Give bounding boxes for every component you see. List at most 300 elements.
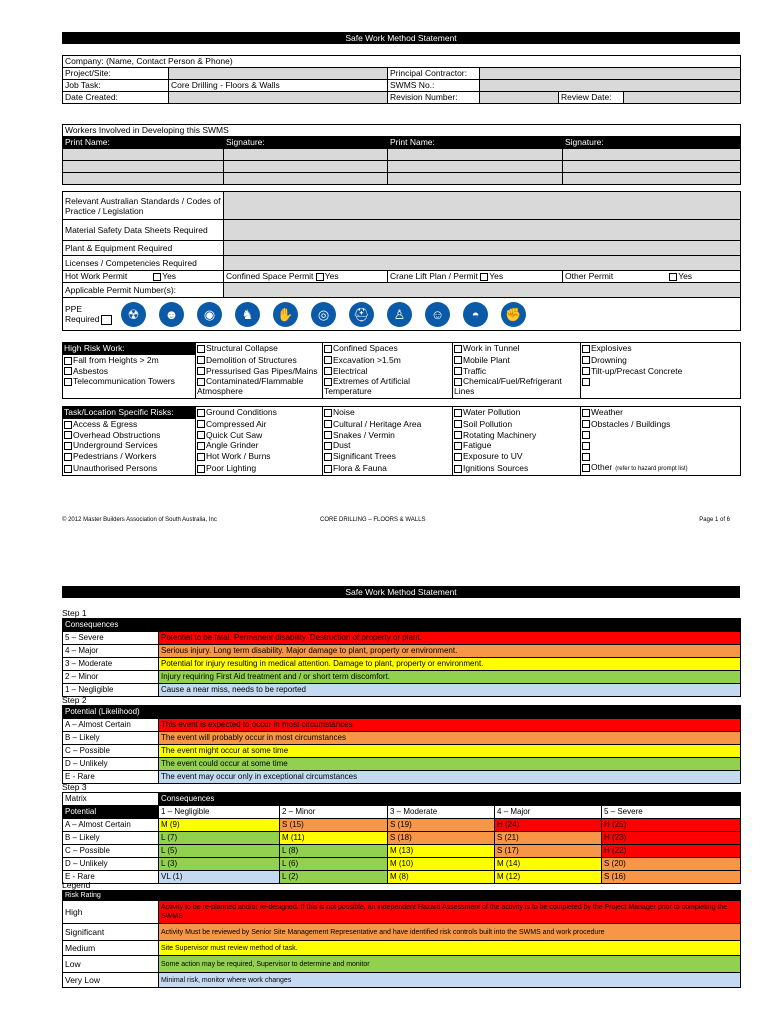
safety-boots-icon: ♞	[235, 302, 260, 327]
step1-section	[62, 608, 740, 697]
task-risk-label: Ignitions Sources	[463, 462, 529, 473]
task-risk-row	[63, 407, 741, 419]
permit-numbers-field[interactable]	[224, 283, 741, 298]
task-risk-label: Underground Services	[73, 440, 158, 451]
ppe-row	[63, 298, 741, 331]
high-risk-checkbox[interactable]	[197, 378, 205, 386]
legend-rating: Low	[63, 956, 159, 973]
matrix-columns-row	[63, 806, 741, 819]
high-risk-cell	[581, 366, 741, 377]
safety-glasses-icon: ◎	[311, 302, 336, 327]
matrix-row-label: A – Almost Certain	[63, 819, 159, 832]
worker-field[interactable]	[63, 149, 224, 161]
task-risk-cell	[453, 430, 581, 441]
high-risk-checkbox[interactable]	[197, 345, 205, 353]
legend-rating: Significant	[63, 924, 159, 941]
task-risk-cell	[63, 430, 196, 441]
likelihood-row	[63, 758, 741, 771]
matrix-row	[63, 832, 741, 845]
matrix-cell: M (12)	[495, 871, 602, 884]
task-risk-checkbox[interactable]	[64, 465, 72, 473]
likelihood-level: B – Likely	[63, 732, 159, 745]
task-risk-label: Exposure to UV	[463, 451, 523, 462]
matrix-row-label: B – Likely	[63, 832, 159, 845]
task-risk-cell	[581, 440, 741, 451]
legend-section	[62, 880, 740, 988]
crane-label: Crane Lift Plan / Permit	[390, 271, 478, 281]
task-risk-checkbox[interactable]	[454, 409, 462, 417]
yes-label: Yes	[162, 271, 177, 281]
licenses-label: Licenses / Competencies Required	[63, 256, 224, 271]
matrix-column-header: 3 – Moderate	[388, 806, 495, 819]
task-risk-checkbox[interactable]	[582, 453, 590, 461]
high-risk-cell	[581, 343, 741, 355]
task-risk-cell	[63, 418, 196, 429]
consequence-row	[63, 658, 741, 671]
legend-description: Minimal risk, monitor where work changes	[159, 973, 741, 988]
matrix-potential-header: Potential	[63, 806, 159, 819]
step3-section	[62, 782, 740, 884]
matrix-column-header: 1 – Negligible	[159, 806, 280, 819]
revision-field[interactable]	[480, 92, 559, 104]
matrix-consequences-header: Consequences	[159, 793, 741, 806]
review-label: Review Date:	[559, 92, 624, 104]
task-risk-cell	[453, 407, 581, 419]
high-risk-cell	[453, 366, 581, 377]
task-risk-cell	[323, 462, 453, 475]
footer-copyright: © 2012 Master Builders Association of South Australia, Inc	[62, 517, 217, 523]
high-risk-checkbox[interactable]	[454, 356, 462, 364]
worker-field[interactable]	[388, 161, 563, 173]
task-risk-checkbox[interactable]	[582, 420, 590, 428]
task-risk-cell	[453, 462, 581, 475]
task-risk-label: Overhead Obstructions	[73, 429, 161, 440]
legend-description: Site Supervisor must review method of task.	[159, 941, 741, 956]
high-risk-label: Excavation >1.5m	[333, 354, 401, 365]
requirements-table	[62, 191, 740, 331]
high-risk-row	[63, 376, 741, 399]
task-risk-checkbox[interactable]	[64, 453, 72, 461]
workers-title: Workers Involved in Developing this SWMS	[63, 125, 741, 137]
high-risk-checkbox[interactable]	[197, 356, 205, 364]
task-risk-checkbox[interactable]	[454, 465, 462, 473]
task-risk-cell	[196, 440, 323, 451]
hard-hat-icon: ⛑	[349, 302, 374, 327]
high-risk-checkbox[interactable]	[64, 367, 72, 375]
likelihood-level: C – Possible	[63, 745, 159, 758]
matrix-cell: S (18)	[388, 832, 495, 845]
high-risk-label: Mobile Plant	[463, 354, 510, 365]
task-risk-checkbox[interactable]	[454, 453, 462, 461]
high-risk-label: Asbestos	[73, 365, 108, 376]
worker-field[interactable]	[388, 173, 563, 185]
msds-label: Material Safety Data Sheets Required	[63, 220, 224, 241]
step1-label: Step 1	[62, 608, 87, 618]
high-risk-row	[63, 354, 741, 365]
task-risk-cell	[63, 407, 196, 419]
high-risk-cell	[323, 376, 453, 399]
matrix-cell: L (7)	[159, 832, 280, 845]
task-risk-checkbox[interactable]	[454, 420, 462, 428]
ppe-label-text: PPE Required	[65, 304, 100, 324]
workers-table	[62, 124, 740, 185]
matrix-row	[63, 819, 741, 832]
matrix-cell: VL (1)	[159, 871, 280, 884]
matrix-row-label: D – Unlikely	[63, 858, 159, 871]
matrix-row-label: E - Rare	[63, 871, 159, 884]
project-label: Project/Site:	[63, 68, 169, 80]
task-risk-label: Pedestrians / Workers	[73, 451, 157, 462]
task-risk-label: Noise	[333, 407, 355, 418]
task-risk-label: Other	[591, 461, 613, 472]
task-risk-checkbox[interactable]	[582, 409, 590, 417]
high-risk-label: Work in Tunnel	[463, 343, 520, 354]
matrix-cell: M (13)	[388, 845, 495, 858]
task-risk-cell	[581, 462, 741, 475]
high-risk-checkbox[interactable]	[64, 357, 72, 365]
matrix-cell: S (16)	[602, 871, 741, 884]
legend-header-row	[63, 891, 741, 901]
yes-label: Yes	[489, 271, 504, 281]
task-risk-label: Access & Egress	[73, 418, 138, 429]
task-risk-checkbox[interactable]	[64, 421, 72, 429]
task-risks-grid	[62, 406, 740, 476]
high-risk-cell	[581, 354, 741, 365]
matrix-row	[63, 845, 741, 858]
matrix-cell: L (3)	[159, 858, 280, 871]
legend-rating: Very Low	[63, 973, 159, 988]
matrix-cell: S (21)	[495, 832, 602, 845]
hot-work-permit	[63, 271, 224, 283]
consequence-description: Injury requiring First Aid treatment and / or short term discomfort.	[159, 671, 741, 684]
task-risk-checkbox[interactable]	[582, 442, 590, 450]
task-risk-row	[63, 418, 741, 429]
hot-work-label: Hot Work Permit	[65, 271, 128, 281]
matrix-cell: S (15)	[280, 819, 388, 832]
other-permit-label: Other Permit	[565, 271, 614, 281]
task-risk-cell	[196, 430, 323, 441]
likelihood-level: E - Rare	[63, 771, 159, 784]
high-risk-cell	[196, 376, 323, 399]
task-risk-checkbox[interactable]	[197, 409, 205, 417]
step2-label: Step 2	[62, 695, 87, 705]
matrix-column-header: 4 – Major	[495, 806, 602, 819]
high-risk-cell	[63, 376, 196, 399]
task-risk-label: Rotating Machinery	[463, 429, 537, 440]
ppe-label	[65, 304, 101, 324]
task-risk-cell	[196, 407, 323, 419]
high-risk-cell	[63, 366, 196, 377]
permit-numbers-label: Applicable Permit Number(s):	[63, 283, 224, 298]
plant-label: Plant & Equipment Required	[63, 241, 224, 256]
task-risk-checkbox[interactable]	[324, 465, 332, 473]
task-risk-label: Quick Cut Saw	[206, 429, 263, 440]
task-risk-cell	[581, 430, 741, 441]
high-risk-checkbox[interactable]	[324, 367, 332, 375]
worker-field[interactable]	[63, 173, 224, 185]
worker-field[interactable]	[563, 161, 741, 173]
high-risk-checkbox[interactable]	[324, 356, 332, 364]
task-risk-cell	[581, 407, 741, 419]
company-label: Company: (Name, Contact Person & Phone)	[63, 56, 741, 68]
ppe-checkbox[interactable]	[101, 315, 112, 325]
jobtask-label: Job Task:	[63, 80, 169, 92]
licenses-field[interactable]	[224, 256, 741, 271]
task-risk-cell	[323, 407, 453, 419]
print-name-header: Print Name:	[388, 137, 563, 149]
task-risk-cell	[581, 418, 741, 429]
high-risk-checkbox[interactable]	[454, 378, 462, 386]
task-risk-label: Fatigue	[463, 440, 492, 451]
high-risk-label: Confined Spaces	[333, 343, 398, 354]
high-risk-cell	[323, 354, 453, 365]
high-risk-row	[63, 343, 741, 355]
date-field[interactable]	[169, 92, 388, 104]
task-risk-checkbox[interactable]	[324, 442, 332, 450]
date-label: Date Created:	[63, 92, 169, 104]
task-risk-checkbox[interactable]	[324, 431, 332, 439]
task-risk-cell	[323, 418, 453, 429]
confined-label: Confined Space Permit	[226, 271, 314, 281]
high-risk-label: Pressurised Gas Pipes/Mains	[206, 365, 318, 376]
project-field[interactable]	[169, 68, 388, 80]
legend-row	[63, 941, 741, 956]
harness-icon: ♙	[387, 302, 412, 327]
gloves-icon: ✋	[273, 302, 298, 327]
high-risk-label: Tilt-up/Precast Concrete	[591, 365, 683, 376]
task-risk-checkbox[interactable]	[197, 442, 205, 450]
confined-permit	[224, 271, 388, 283]
high-risk-label: Drowning	[591, 354, 627, 365]
msds-field[interactable]	[224, 220, 741, 241]
task-risk-cell	[196, 462, 323, 475]
matrix-label: Matrix	[63, 793, 159, 806]
legend-description: Activity Must be reviewed by Senior Site Management Representative and have identified risk controls built into the SWMS and work procedure	[159, 924, 741, 941]
likelihood-row	[63, 732, 741, 745]
task-risk-cell	[581, 451, 741, 462]
legend-row	[63, 901, 741, 924]
likelihood-row	[63, 745, 741, 758]
legend-rating: Medium	[63, 941, 159, 956]
consequence-level: 2 – Minor	[63, 671, 159, 684]
step3-label: Step 3	[62, 782, 87, 792]
high-risk-label: Telecommunication Towers	[73, 376, 175, 387]
task-risk-label: Ground Conditions	[206, 407, 277, 418]
task-risk-cell	[323, 451, 453, 462]
worker-field[interactable]	[224, 149, 388, 161]
worker-field[interactable]	[563, 149, 741, 161]
task-risk-checkbox[interactable]	[197, 465, 205, 473]
sun-hat-icon: ◓	[463, 302, 488, 327]
yes-label: Yes	[324, 271, 339, 281]
footer-title: CORE DRILLING – FLOORS & WALLS	[320, 517, 426, 523]
high-risk-label: Contaminated/Flammable Atmosphere	[197, 376, 304, 397]
high-risk-cell	[453, 376, 581, 399]
task-risk-cell	[453, 451, 581, 462]
matrix-cell: L (2)	[280, 871, 388, 884]
matrix-header-row	[63, 793, 741, 806]
consequence-description: Potential for injury resulting in medical attention. Damage to plant, property or environment.	[159, 658, 741, 671]
high-risk-cell	[323, 343, 453, 355]
worker-field[interactable]	[224, 173, 388, 185]
task-risk-label: Weather	[591, 407, 623, 418]
high-risk-checkbox[interactable]	[582, 378, 590, 386]
high-risk-title: High Risk Work:	[64, 343, 125, 353]
worker-field[interactable]	[388, 149, 563, 161]
consequence-header-row	[63, 619, 741, 632]
matrix-cell: S (19)	[388, 819, 495, 832]
task-risk-label: Obstacles / Buildings	[591, 418, 671, 429]
matrix-cell: L (8)	[280, 845, 388, 858]
matrix-cell: H (22)	[602, 845, 741, 858]
task-risk-title: Task/Location Specific Risks:	[64, 407, 174, 417]
task-risk-checkbox[interactable]	[64, 431, 72, 439]
project-details-table	[62, 55, 740, 104]
matrix-cell: S (20)	[602, 858, 741, 871]
principal-field[interactable]	[480, 68, 741, 80]
standards-field[interactable]	[224, 192, 741, 220]
matrix-cell: H (24)	[495, 819, 602, 832]
task-risk-cell	[63, 451, 196, 462]
swms-field[interactable]	[480, 80, 741, 92]
consequence-level: 3 – Moderate	[63, 658, 159, 671]
task-risk-label: Angle Grinder	[206, 440, 259, 451]
matrix-cell: H (23)	[602, 832, 741, 845]
likelihood-description: The event might occur at some time	[159, 745, 741, 758]
task-risk-checkbox[interactable]	[582, 431, 590, 439]
high-risk-cell	[63, 343, 196, 355]
likelihood-description: This event is expected to occur in most circumstances	[159, 719, 741, 732]
jobtask-value: Core Drilling - Floors & Walls	[169, 80, 388, 92]
task-risk-label: Hot Work / Burns	[206, 451, 271, 462]
legend-row	[63, 924, 741, 941]
signature-header: Signature:	[563, 137, 741, 149]
high-risk-checkbox[interactable]	[454, 367, 462, 375]
doc-title: Safe Work Method Statement	[62, 32, 740, 44]
yes-label: Yes	[678, 271, 693, 281]
high-risk-checkbox[interactable]	[324, 378, 332, 386]
respirator-icon: ☻	[159, 302, 184, 327]
other-permit	[563, 271, 741, 283]
matrix-cell: H (25)	[602, 819, 741, 832]
revision-label: Revision Number:	[388, 92, 480, 104]
high-risk-checkbox[interactable]	[454, 345, 462, 353]
matrix-cell: L (6)	[280, 858, 388, 871]
signature-header: Signature:	[224, 137, 388, 149]
task-risk-checkbox[interactable]	[197, 431, 205, 439]
high-risk-cell	[196, 343, 323, 355]
task-risk-checkbox[interactable]	[197, 420, 205, 428]
high-risk-checkbox[interactable]	[582, 356, 590, 364]
high-risk-checkbox[interactable]	[582, 345, 590, 353]
high-risk-label: Chemical/Fuel/Refrigerant Lines	[454, 376, 562, 397]
consequence-description: Cause a near miss, needs to be reported	[159, 684, 741, 697]
high-risk-cell	[453, 343, 581, 355]
high-risk-work-grid	[62, 342, 740, 399]
principal-label: Principal Contractor:	[388, 68, 480, 80]
task-risk-checkbox[interactable]	[64, 442, 72, 450]
worker-field[interactable]	[224, 161, 388, 173]
legend-description: Some action may be required, Supervisor to determine and monitor	[159, 956, 741, 973]
task-risk-checkbox[interactable]	[197, 453, 205, 461]
consequence-level: 1 – Negligible	[63, 684, 159, 697]
doc-title-page2: Safe Work Method Statement	[62, 586, 740, 598]
consequence-level: 5 – Severe	[63, 632, 159, 645]
task-risk-label: Cultural / Heritage Area	[333, 418, 422, 429]
matrix-cell: M (8)	[388, 871, 495, 884]
crane-checkbox[interactable]	[480, 273, 488, 281]
task-risk-row	[63, 440, 741, 451]
swms-label: SWMS No.:	[388, 80, 480, 92]
task-risk-checkbox[interactable]	[454, 442, 462, 450]
task-risk-label: Snakes / Vermin	[333, 429, 395, 440]
legend-header: Risk Rating	[63, 891, 741, 901]
likelihood-row	[63, 719, 741, 732]
likelihood-header-row	[63, 706, 741, 719]
high-risk-checkbox[interactable]	[582, 367, 590, 375]
task-risk-label: Compressed Air	[206, 418, 267, 429]
task-risk-checkbox[interactable]	[454, 431, 462, 439]
worker-field[interactable]	[563, 173, 741, 185]
task-risk-checkbox[interactable]	[324, 420, 332, 428]
other-permit-checkbox[interactable]	[669, 273, 677, 281]
task-risk-checkbox[interactable]	[324, 409, 332, 417]
task-risk-label: Poor Lighting	[206, 462, 257, 473]
consequence-row	[63, 671, 741, 684]
dust-mask-icon: ☺	[425, 302, 450, 327]
legend-rating: High	[63, 901, 159, 924]
legend-row	[63, 956, 741, 973]
high-risk-label: Extremes of Artificial Temperature	[324, 376, 410, 397]
task-risk-cell	[453, 418, 581, 429]
likelihood-level: D – Unlikely	[63, 758, 159, 771]
likelihood-level: A – Almost Certain	[63, 719, 159, 732]
consequence-row	[63, 632, 741, 645]
task-risk-cell	[196, 418, 323, 429]
task-risk-row	[63, 451, 741, 462]
matrix-cell: M (14)	[495, 858, 602, 871]
likelihood-description: The event will probably occur in most circumstances	[159, 732, 741, 745]
legend-label: Legend	[62, 880, 91, 890]
ear-muffs-icon: ◉	[197, 302, 222, 327]
task-risk-cell	[63, 462, 196, 475]
high-risk-label: Explosives	[591, 343, 632, 354]
hot-work-checkbox[interactable]	[153, 273, 161, 281]
review-field[interactable]	[624, 92, 741, 104]
task-risk-label: Flora & Fauna	[333, 462, 387, 473]
standards-label: Relevant Australian Standards / Codes of Practice / Legislation	[63, 192, 224, 220]
high-risk-cell	[581, 376, 741, 399]
high-risk-checkbox[interactable]	[324, 345, 332, 353]
task-risk-checkbox[interactable]	[582, 464, 590, 472]
high-risk-label: Demolition of Structures	[206, 354, 297, 365]
high-risk-checkbox[interactable]	[197, 367, 205, 375]
consequence-row	[63, 645, 741, 658]
high-risk-cell	[323, 366, 453, 377]
high-risk-checkbox[interactable]	[64, 378, 72, 386]
ppe-icons	[121, 302, 539, 327]
plant-field[interactable]	[224, 241, 741, 256]
confined-checkbox[interactable]	[316, 273, 324, 281]
worker-field[interactable]	[63, 161, 224, 173]
high-risk-cell	[196, 354, 323, 365]
task-risk-checkbox[interactable]	[324, 453, 332, 461]
high-risk-label: Electrical	[333, 365, 368, 376]
likelihood-description: The event could occur at some time	[159, 758, 741, 771]
matrix-row-label: C – Possible	[63, 845, 159, 858]
step2-section	[62, 695, 740, 784]
consequence-description: Potential to be fatal. Permanent disability. Destruction of property or plant.	[159, 632, 741, 645]
